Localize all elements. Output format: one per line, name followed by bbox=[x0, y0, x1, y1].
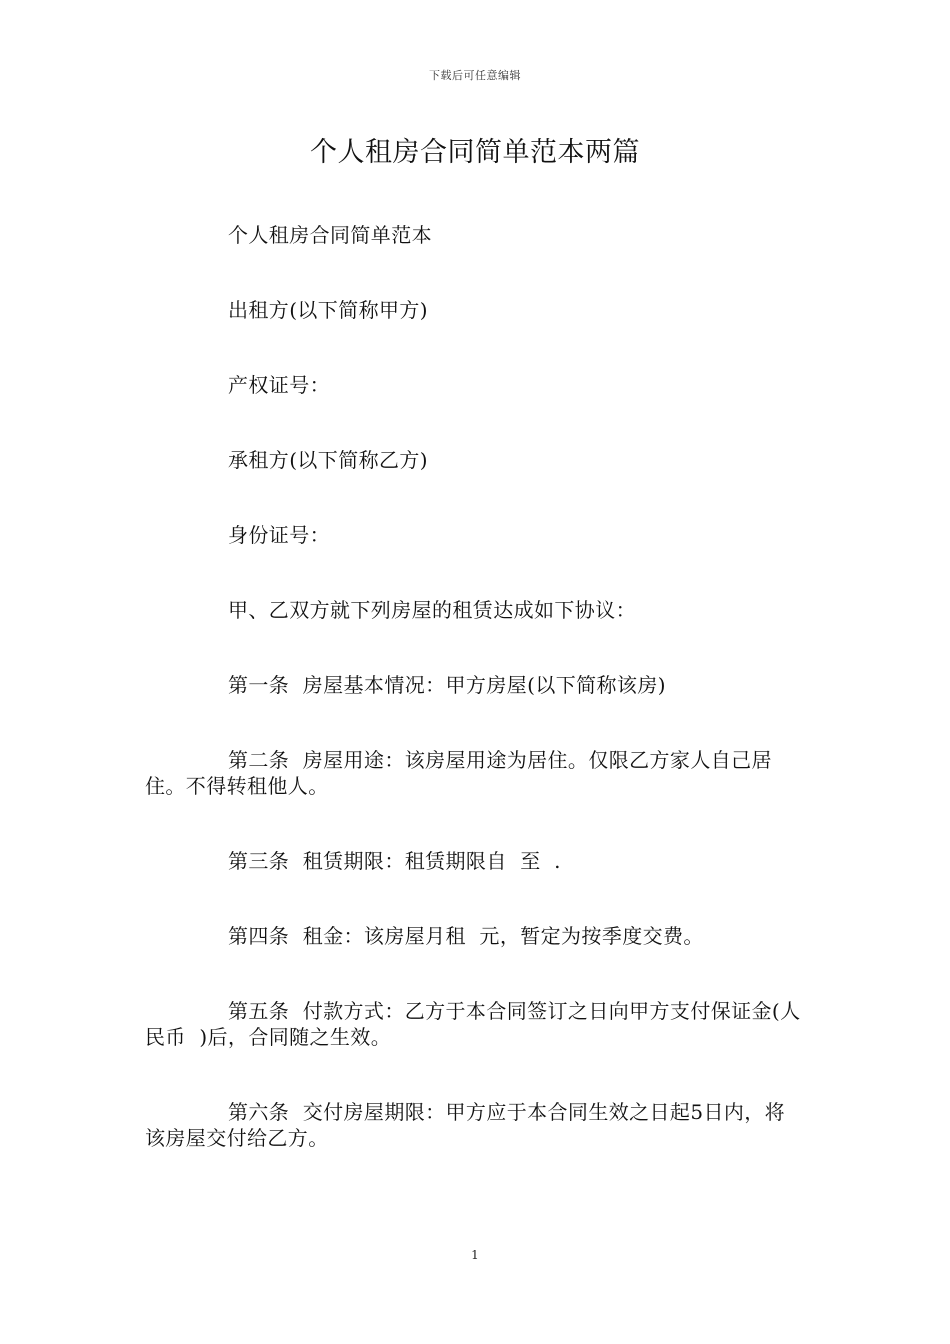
paragraph-subtitle: 个人租房合同简单范本 bbox=[228, 223, 432, 247]
paragraph-article-4: 第四条 租金：该房屋月租 元，暂定为按季度交费。 bbox=[228, 924, 704, 948]
paragraph-article-3: 第三条 租赁期限：租赁期限自 至 . bbox=[228, 849, 561, 873]
page-number: 1 bbox=[471, 1248, 479, 1262]
paragraph-id-number: 身份证号： bbox=[228, 523, 330, 547]
paragraph-property-cert: 产权证号： bbox=[228, 373, 330, 397]
paragraph-lessor: 出租方(以下简称甲方) bbox=[228, 298, 429, 322]
paragraph-lessee: 承租方(以下简称乙方) bbox=[228, 448, 429, 472]
document-title: 个人租房合同简单范本两篇 bbox=[310, 137, 640, 168]
paragraph-article-1: 第一条 房屋基本情况：甲方房屋(以下简称该房) bbox=[228, 673, 666, 697]
document-body bbox=[145, 222, 805, 1200]
header-note: 下载后可任意编辑 bbox=[429, 69, 521, 82]
paragraph-article-5: 第五条 付款方式：乙方于本合同签订之日向甲方支付保证金(人民币 )后，合同随之生效。 bbox=[145, 999, 801, 1049]
paragraph-agreement: 甲、乙双方就下列房屋的租赁达成如下协议： bbox=[228, 598, 636, 622]
paragraph-article-6: 第六条 交付房屋期限：甲方应于本合同生效之日起5日内，将该房屋交付给乙方。 bbox=[145, 1100, 786, 1150]
paragraph-article-2: 第二条 房屋用途：该房屋用途为居住。仅限乙方家人自己居住。不得转租他人。 bbox=[145, 748, 772, 798]
